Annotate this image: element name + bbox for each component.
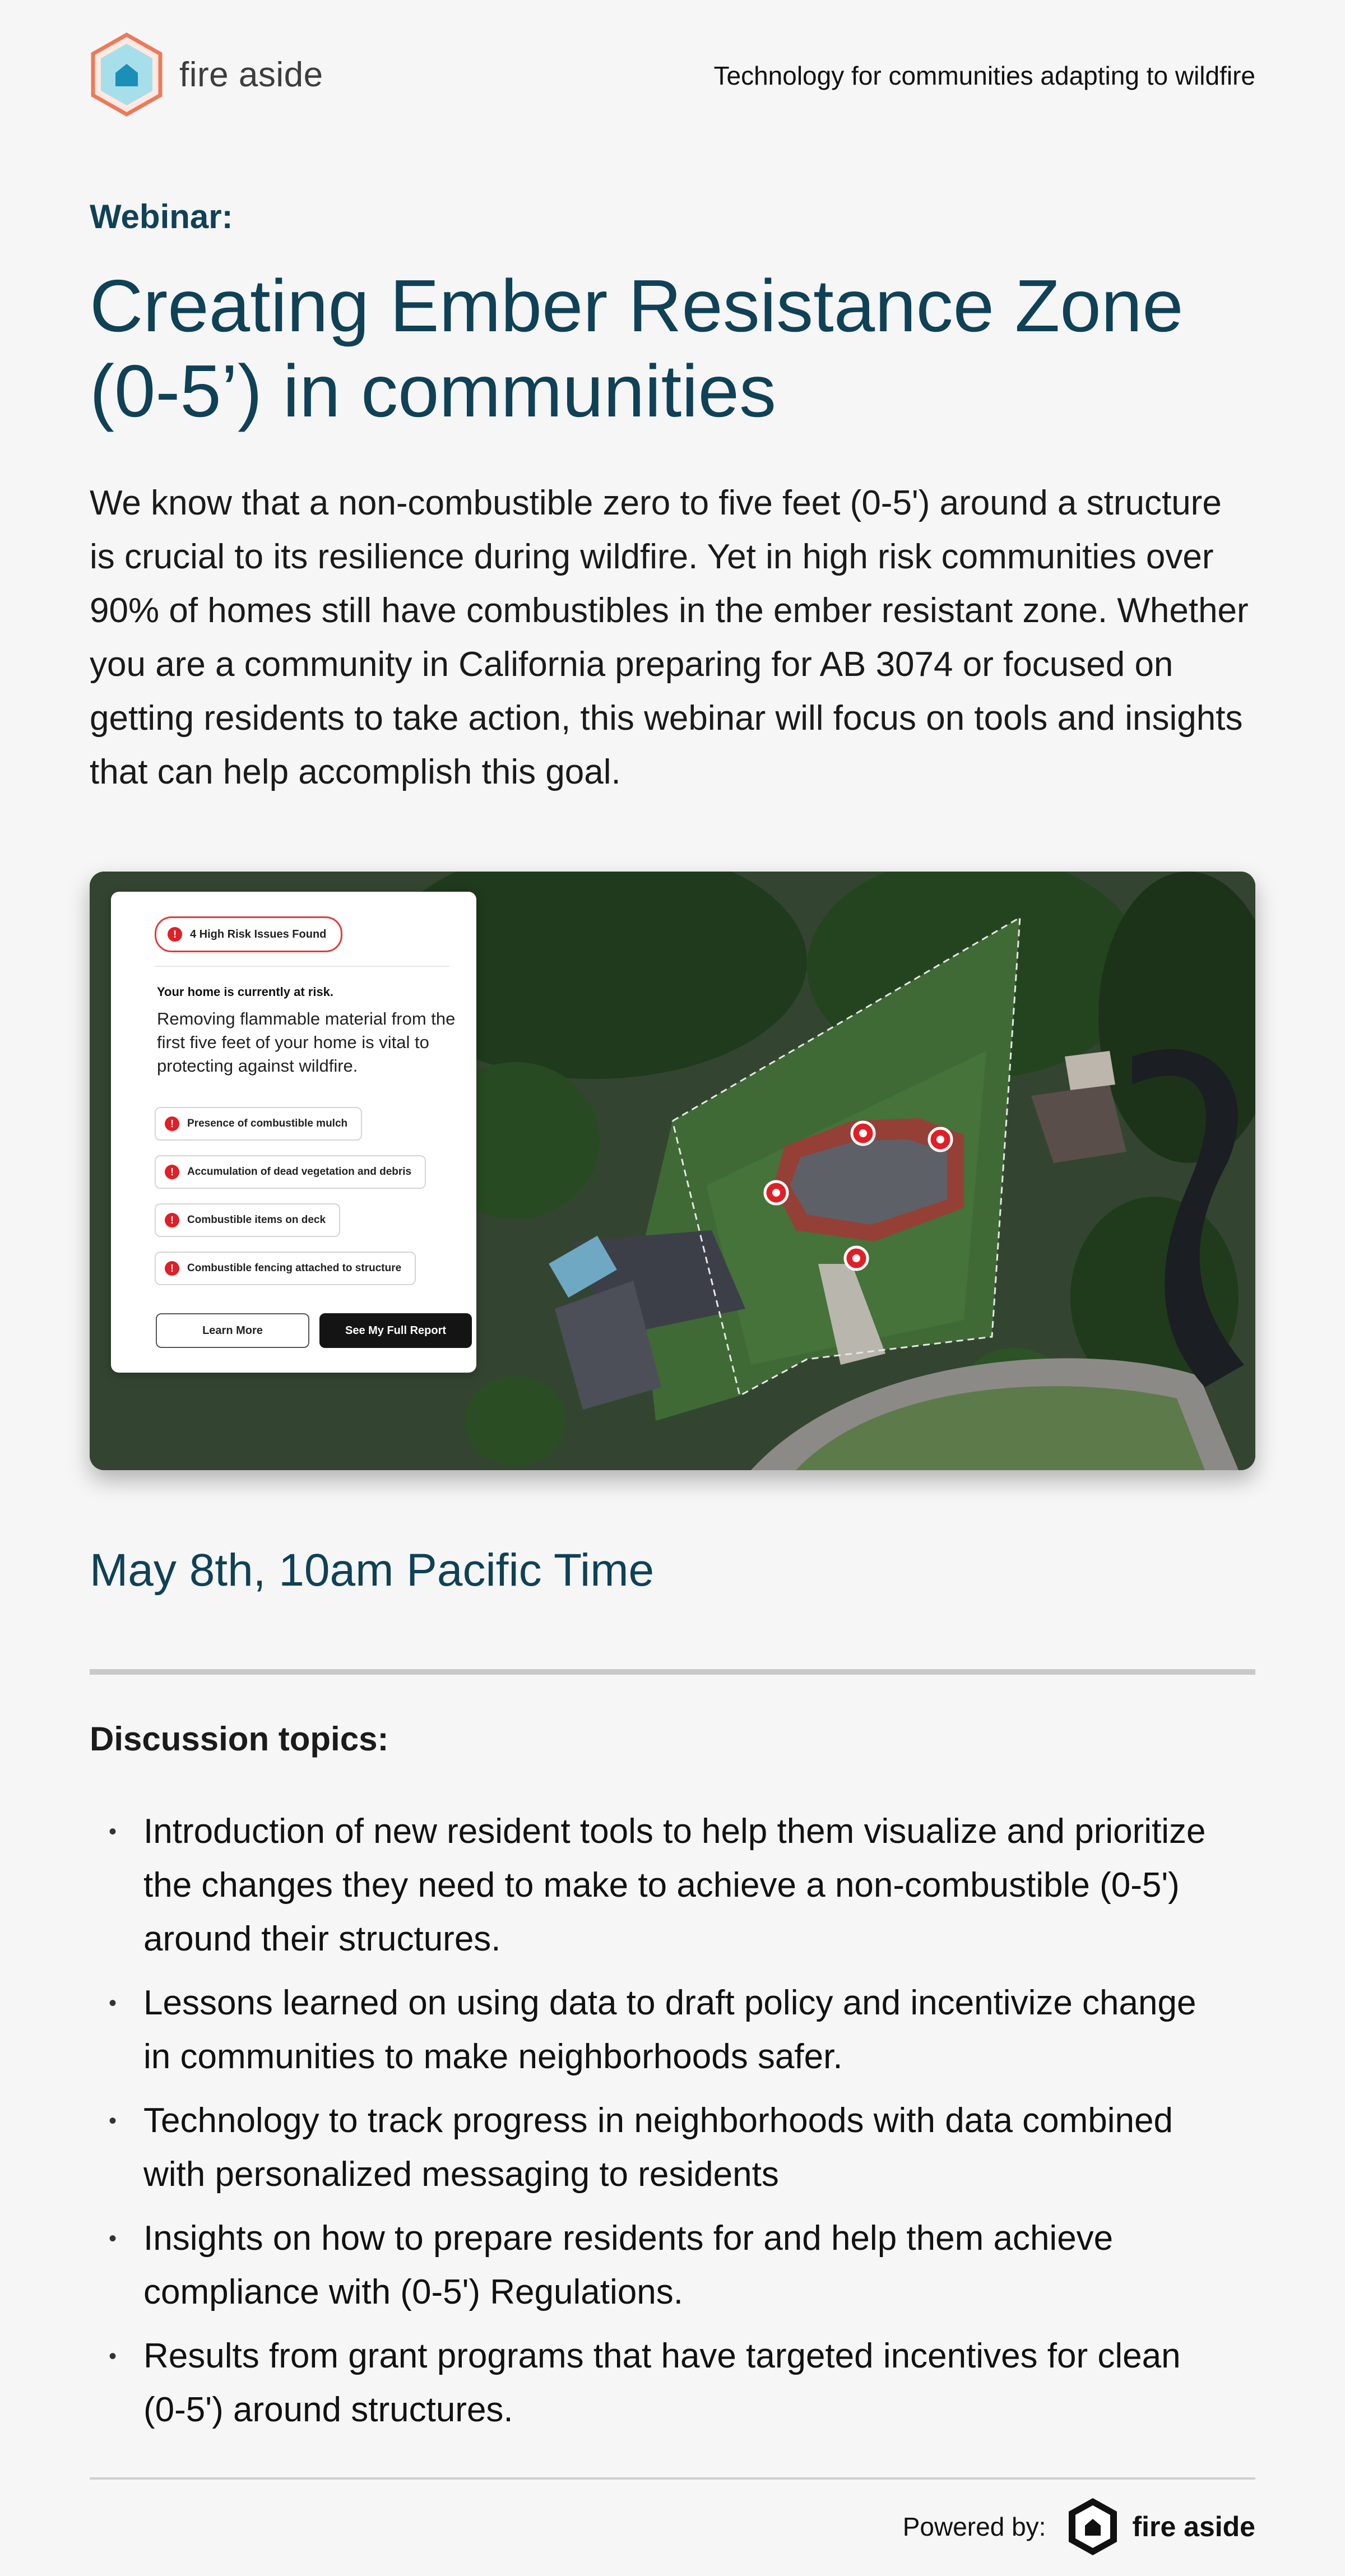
eyebrow-label: Webinar: <box>90 198 233 235</box>
risk-report-panel <box>111 892 476 1373</box>
topics-list <box>143 1805 1231 2447</box>
issue-item[interactable] <box>155 1155 426 1189</box>
intro-paragraph: We know that a non-combustible zero to five feet (0-5') around a structure is crucial to its resilience during wildfire. Yet in high risk communities over 90% of homes still have combustibles in the ember resistant zone. Whether you are a community in California preparing for AB 3074 or focused on getting residents to take action, this webinar will focus on tools and insights that can help accomplish this goal. <box>90 484 1249 791</box>
section-divider <box>90 1669 1255 1675</box>
issue-item[interactable] <box>155 1252 416 1285</box>
issue-item[interactable] <box>155 1203 340 1237</box>
issue-marker-2[interactable] <box>929 1128 952 1151</box>
list-item: • Insights on how to prepare residents for and help them achieve compliance with (0-5') Regulations. <box>143 2212 1231 2319</box>
risk-status-body: Removing flammable material from the first five feet of your home is vital to protecting against wildfire. <box>157 1009 456 1076</box>
exclamation-circle-icon: ! <box>168 927 182 942</box>
page-title: Creating Ember Resistance Zone (0-5’) in communities <box>90 265 1184 432</box>
learn-more-button[interactable]: Learn More <box>156 1313 309 1348</box>
issue-label: Combustible fencing attached to structure <box>187 1262 402 1274</box>
footer <box>903 2494 1255 2559</box>
hexagon-house-icon <box>90 33 164 117</box>
risk-status-heading: Your home is currently at risk. <box>157 985 334 999</box>
issue-label: Accumulation of dead vegetation and debris <box>187 1166 412 1178</box>
tagline: Technology for communities adapting to wildfire <box>713 61 1255 90</box>
exclamation-circle-icon: ! <box>165 1165 179 1179</box>
exclamation-circle-icon: ! <box>165 1261 179 1276</box>
risk-badge-label: 4 High Risk Issues Found <box>190 928 327 940</box>
footer-brand-name: fire aside <box>1132 2511 1255 2542</box>
header <box>90 33 1255 117</box>
issue-marker-1[interactable] <box>852 1122 874 1145</box>
full-report-button[interactable]: See My Full Report <box>319 1313 472 1348</box>
exclamation-circle-icon: ! <box>165 1213 179 1227</box>
list-item: • Technology to track progress in neighborhoods with data combined with personalized messaging to residents <box>143 2094 1231 2202</box>
footer-divider <box>90 2477 1255 2480</box>
brand-name: fire aside <box>179 55 323 94</box>
topics-heading: Discussion topics: <box>90 1720 389 1758</box>
product-screenshot <box>90 872 1255 1470</box>
issue-label: Combustible items on deck <box>187 1214 326 1226</box>
list-item: • Lessons learned on using data to draft policy and incentivize change in communities to make neighborhoods safer. <box>143 1976 1231 2084</box>
brand-logo[interactable] <box>90 33 323 117</box>
list-item: • Introduction of new resident tools to help them visualize and prioritize the changes they need to make to achieve a non-combustible (0-5') around their structures. <box>143 1805 1231 1966</box>
risk-badge <box>155 916 342 952</box>
footer-brand-logo[interactable] <box>1066 2496 1255 2557</box>
issue-list <box>155 1107 426 1300</box>
panel-divider <box>155 966 449 967</box>
hexagon-house-icon <box>1066 2496 1120 2557</box>
powered-by-label: Powered by: <box>902 2512 1046 2541</box>
issue-label: Presence of combustible mulch <box>187 1118 348 1129</box>
event-date: May 8th, 10am Pacific Time <box>90 1545 655 1596</box>
issue-marker-3[interactable] <box>765 1182 787 1204</box>
issue-marker-4[interactable] <box>845 1247 868 1270</box>
exclamation-circle-icon: ! <box>165 1116 179 1131</box>
list-item: • Results from grant programs that have targeted incentives for clean (0-5') around structures. <box>143 2329 1231 2437</box>
issue-item[interactable] <box>155 1107 362 1141</box>
